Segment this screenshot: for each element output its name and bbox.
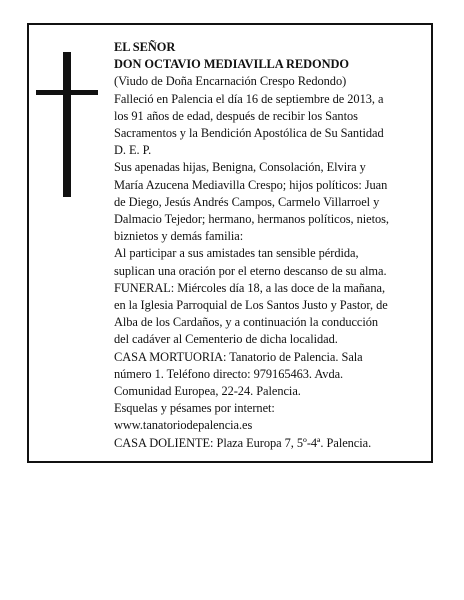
body-line: Sus apenadas hijas, Benigna, Consolación, Elvira y: [114, 160, 366, 175]
body-line: CASA MORTUORIA: Tanatorio de Palencia. Sala: [114, 349, 363, 364]
body-line: María Azucena Mediavilla Crespo; hijos políticos: Juan: [114, 177, 388, 192]
body-line: de Diego, Jesús Andrés Campos, Carmelo Villarroel y: [114, 194, 380, 209]
body-line: Alba de los Cardaños, y a continuación la conducción: [114, 315, 379, 330]
cross-icon: [36, 52, 98, 197]
body-line: Al participar a sus amistades tan sensible pérdida,: [114, 246, 359, 261]
body-line: Esquelas y pésames por internet:: [114, 401, 275, 416]
header-title: EL SEÑOR: [114, 40, 176, 54]
body-line: biznietos y demás familia:: [114, 229, 244, 244]
body-line: suplican una oración por el eterno descanso de su alma.: [114, 263, 387, 278]
body-line: CASA DOLIENTE: Plaza Europa 7, 5º-4ª. Palencia.: [114, 435, 372, 450]
deceased-name: DON OCTAVIO MEDIAVILLA REDONDO: [114, 57, 349, 72]
body-line: Dalmacio Tejedor; hermano, hermanos políticos, nietos,: [114, 212, 389, 227]
cross-vertical-bar: [63, 52, 71, 197]
body-line: FUNERAL: Miércoles día 18, a las doce de la mañana,: [114, 280, 385, 295]
body-line: los 91 años de edad, después de recibir los Santos: [114, 108, 358, 123]
obituary-text: [114, 39, 426, 452]
body-line: D. E. P.: [114, 143, 152, 158]
body-line: Comunidad Europea, 22-24. Palencia.: [114, 384, 301, 399]
body-line: del cadáver al Cementerio de dicha localidad.: [114, 332, 338, 347]
body-line: Falleció en Palencia el día 16 de septiembre de 2013, a: [114, 91, 384, 106]
body-line: Sacramentos y la Bendición Apostólica de Su Santidad: [114, 126, 384, 141]
body-line: en la Iglesia Parroquial de Los Santos Justo y Pastor, de: [114, 298, 388, 313]
body-line: (Viudo de Doña Encarnación Crespo Redondo): [114, 74, 347, 89]
website-text: www.tanatoriodepalencia.es: [114, 418, 253, 433]
body-line: número 1. Teléfono directo: 979165463. Avda.: [114, 366, 344, 381]
cross-horizontal-bar: [36, 90, 98, 95]
